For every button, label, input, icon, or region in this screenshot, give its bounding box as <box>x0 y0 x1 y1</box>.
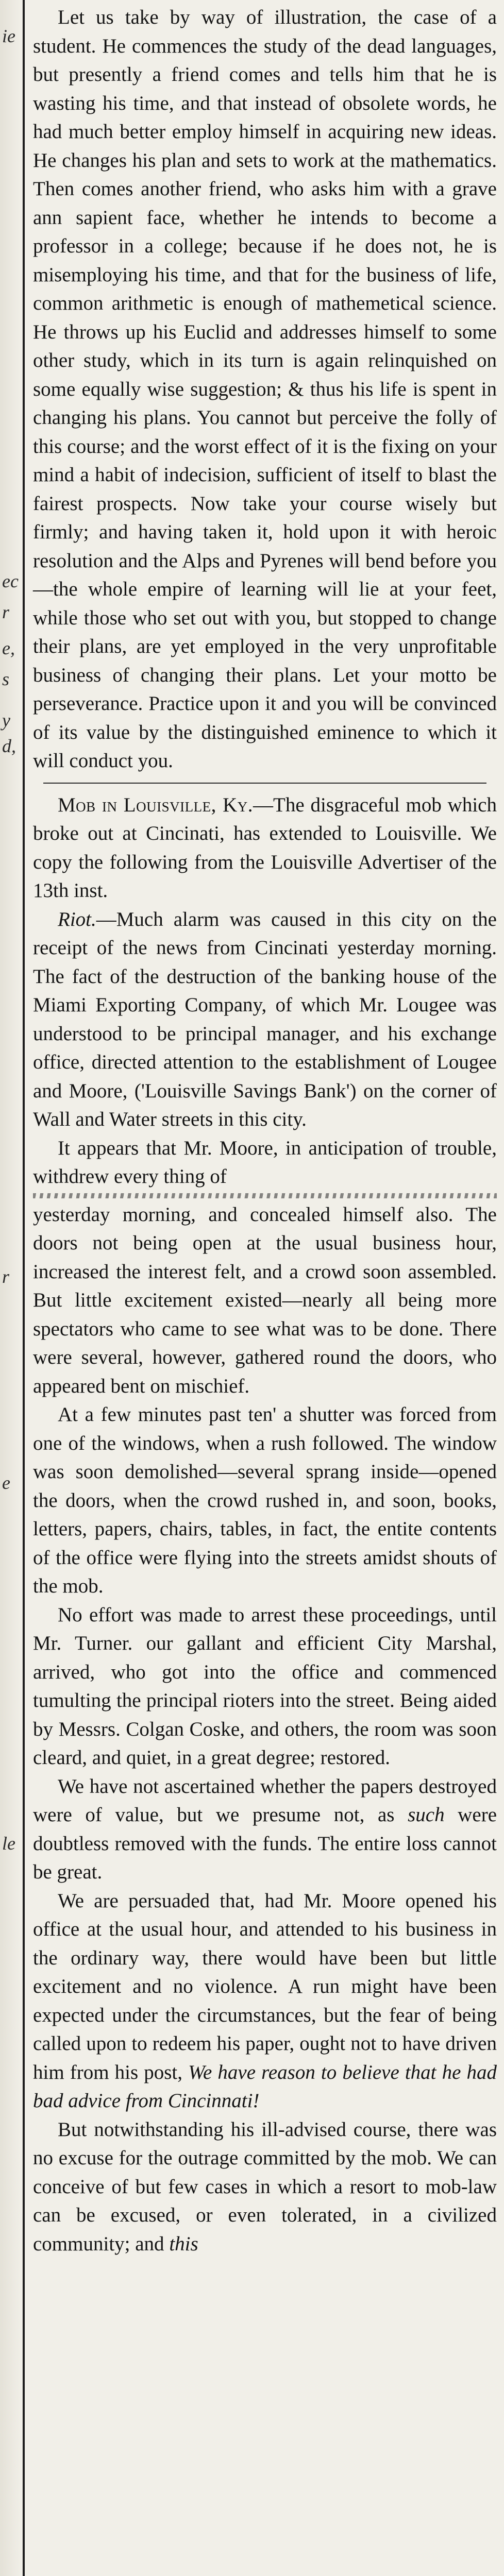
persuaded-text: We are persuaded that, had Mr. Moore opened his office at the usual hour, and attended to his business in the ordinary way, there would have been but little excitement and no violence. A run might have been expected under the circumstances, but the fear of being called upon to redeem his paper, ought not to have driven him from his post, <box>33 1889 497 2083</box>
gutter-fragment: ec <box>2 571 19 591</box>
column-rule <box>23 0 25 2576</box>
papers-italic-such: such <box>408 1804 445 1826</box>
gutter-fragment: r <box>2 1266 10 1287</box>
paragraph-perseverance: Let us take by way of illustration, the case of a student. He commences the study of the dead languages, but presently a friend comes and tells him that he is wasting his time, and that instead of obsolete words, he had much better employ himself in acquiring new ideas. He changes his plan and sets to work at the mathematics. Then comes another friend, who asks him with a grave ann sapient face, whether he intends to become a professor in a college; because if he does not, he is misemploying his time, and that for the business of life, common arithmetic is enough of mathemetical science. He throws up his Euclid and addresses himself to some other study, which in its turn is again relinquished on some equally wise suggestion; & thus his life is spent in changing his plans. You cannot but perceive the folly of this course; and the worst effect of it is the fixing on your mind a habit of indecision, sufficient of itself to blast the fairest prospects. Now take your course wisely but firmly; and having taken it, hold upon it with heroic resolution and the Alps and Pyrenes will bend before you—the whole empire of learning will lie at your feet, while those who set out with you, but stopped to change their plans, are yet employed in the very unprofitable business of changing their plans. Let your motto be perseverance. Practice upon it and you will be convinced of its value by the distinguished eminence to which it will conduct you. <box>33 6 497 772</box>
persuaded-italic: We have reason to believe that he had bad advice from Cincinnati! <box>33 2061 497 2112</box>
gutter-fragment: e <box>2 1472 10 1493</box>
paragraph-shutter: At a few minutes past ten' a shutter was forced from one of the windows, when a rush followed. The window was soon demolished—several sprang inside—opened the doors, when the crowd rushed in, and soon, books, letters, papers, chairs, tables, in fact, the entite contents of the office were flying into the streets amidst shouts of the mob. <box>33 1403 497 1597</box>
riot-text: —Much alarm was caused in this city on the receipt of the news from Cincinati yesterday morning. The fact of the destruction of the banking house of the Miami Exporting Company, of which Mr. Lougee was understood to be principal manager, and his exchange office, directed attention to the establishment of Lougee and Moore, ('Louisville Savings Bank') on the corner of Wall and Water streets in this city. <box>33 908 497 1130</box>
mob-headline: Mob in Louisville, Ky. <box>58 793 254 816</box>
papers-text-b: were doubtless removed with the funds. The entire loss cannot be great. <box>33 1804 497 1883</box>
left-margin-gutter <box>0 0 22 2576</box>
papers-text-a: We have not ascertained whether the papers destroyed were of value, but we presume not, as <box>33 1775 497 1826</box>
gutter-fragment: le <box>2 1833 15 1854</box>
section-separator <box>43 783 486 784</box>
paragraph-moore-continued: yesterday morning, and concealed himself also. The doors not being open at the usual business hour, increased the interest felt, and a crowd soon assembled. But little excitement existed—nearly all being more spectators who came to see what was to be done. There were several, however, gathered round the doors, who appeared bent on mischief. <box>33 1203 497 1397</box>
gutter-fragment: y <box>2 710 10 731</box>
riot-paragraph <box>33 905 497 1134</box>
paragraph-papers <box>33 1772 497 1887</box>
last-italic-this: this <box>169 2232 198 2255</box>
paragraph-persuaded <box>33 1887 497 2115</box>
paragraph-notwithstanding <box>33 2115 497 2259</box>
paragraph-no-effort: No effort was made to arrest these proceedings, until Mr. Turner. our gallant and efficient City Marshal, arrived, who got into the office and commenced tumulting the principal rioters into the street. Being aided by Messrs. Colgan Coske, and others, the room was soon cleard, and quiet, in a great degree; restored. <box>33 1603 497 1769</box>
mob-section-intro <box>33 791 497 905</box>
gutter-fragment: r <box>2 602 10 622</box>
riot-label: Riot. <box>58 908 96 930</box>
torn-line-damage <box>33 1193 497 1198</box>
gutter-fragment: d, <box>2 736 16 756</box>
gutter-fragment: ie <box>2 26 15 46</box>
gutter-fragment: e, <box>2 638 15 658</box>
mob-intro-text: —The disgraceful mob which broke out at Cincinati, has extended to Louisville. We copy the following from the Louisville Advertiser of the 13th inst. <box>33 793 497 902</box>
paragraph-moore-anticipation: It appears that Mr. Moore, in anticipation of trouble, withdrew every thing of <box>33 1137 497 1188</box>
last-text: But notwithstanding his ill-advised course, there was no excuse for the outrage committed by the mob. We can conceive of but few cases in which a resort to mob-law can be excused, or even tolerated, in a civilized community; and <box>33 2118 497 2255</box>
gutter-fragment: s <box>2 669 10 689</box>
article-column <box>33 3 497 2258</box>
